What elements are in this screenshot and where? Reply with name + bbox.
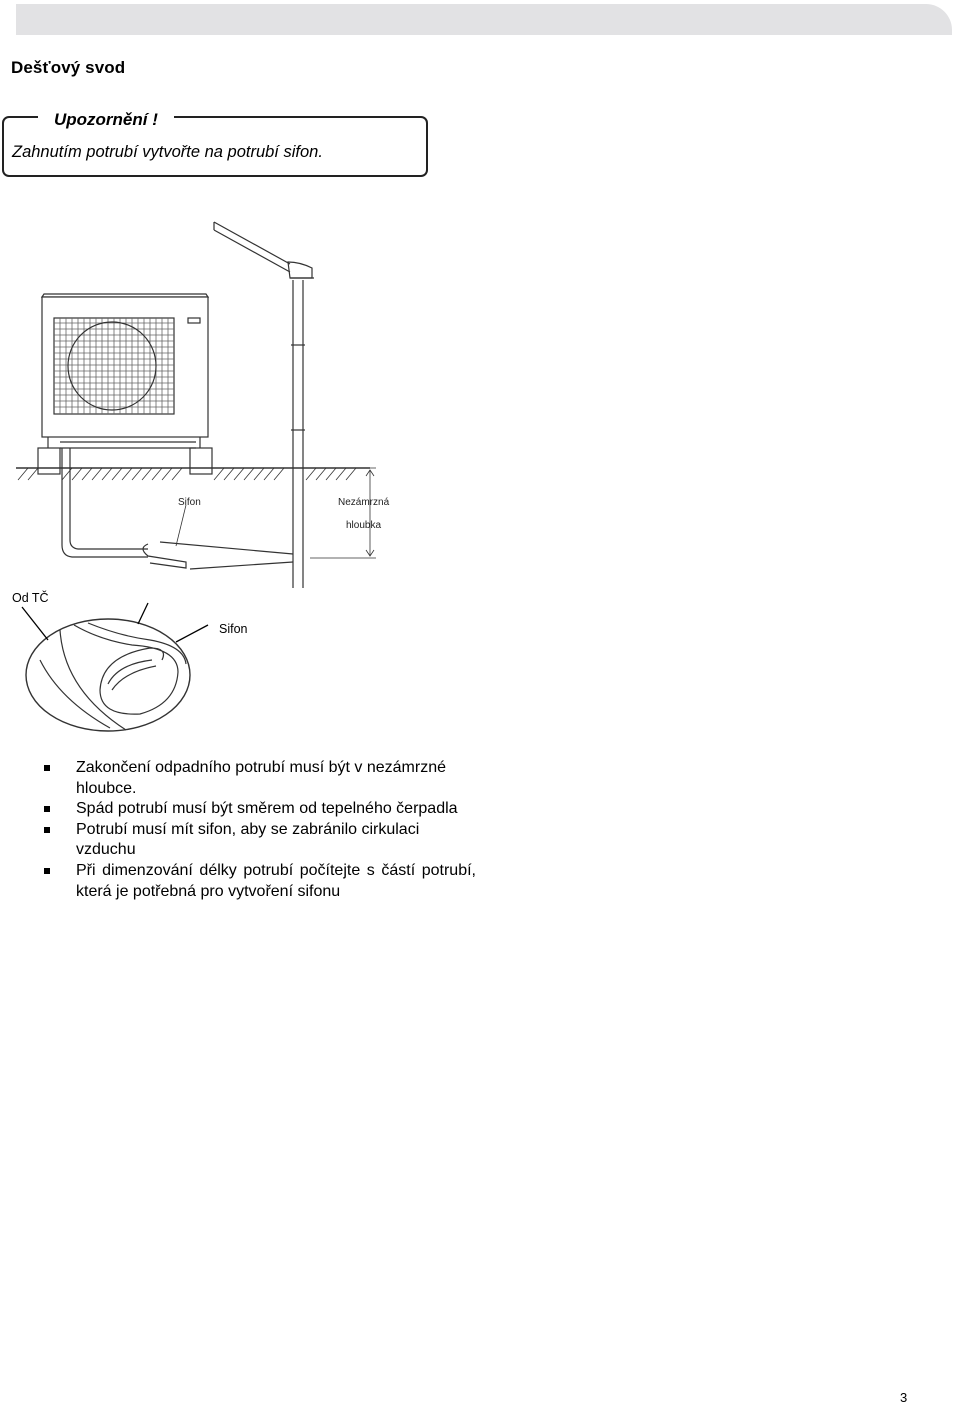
frost-depth-label-2: hloubka (346, 520, 382, 531)
frost-depth-dimension (310, 468, 376, 558)
frost-depth-label: Nezámrzná (338, 497, 390, 508)
sifon-detail-label: Sifon (219, 622, 248, 636)
section-title: Dešťový svod (11, 58, 126, 77)
drain-pipe (62, 448, 293, 569)
sifon-label: Sifon (178, 497, 201, 508)
list-item: Spád potrubí musí být směrem od tepelného čerpadla (44, 799, 476, 820)
downpipe (291, 280, 305, 588)
sifon-detail (22, 603, 208, 731)
instruction-list (44, 758, 476, 902)
unit-foot-left (38, 448, 60, 474)
unit-foot-right (190, 448, 212, 474)
heat-pump-unit (42, 294, 208, 448)
list-item: Potrubí musí mít sifon, aby se zabránilo cirkulaci vzduchu (44, 820, 476, 861)
list-item: Zakončení odpadního potrubí musí být v nezámrzné hloubce. (44, 758, 476, 799)
header-bar (16, 4, 952, 35)
from-heat-pump-label: Od TČ (12, 591, 49, 605)
page-number: 3 (900, 1390, 908, 1405)
roof-gutter (214, 222, 314, 278)
list-item: Při dimenzování délky potrubí počítejte s částí potrubí, která je potřebná pro vytvoření sifonu (44, 861, 476, 902)
warning-title: Upozornění ! (38, 108, 174, 132)
drain-installation-diagram (0, 200, 400, 740)
warning-text: Zahnutím potrubí vytvořte na potrubí sifon. (12, 143, 323, 161)
